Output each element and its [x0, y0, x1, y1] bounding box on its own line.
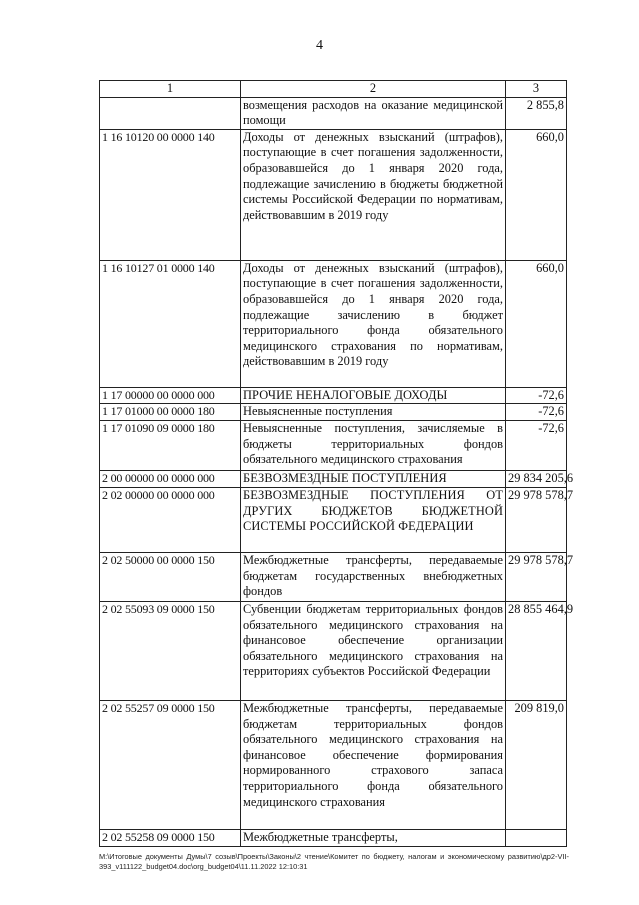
- row-name: Доходы от денежных взысканий (штрафов), поступающие в счет погашения задолженности, образовавшейся до 1 января 2020 года, подлежащие зачислению в бюджеты бюджетной системы Российской Федерации по нормативам, действовавшим в 2019 году: [241, 129, 506, 260]
- table-row: [100, 470, 567, 487]
- row-code: 2 02 50000 00 0000 150: [100, 552, 241, 601]
- row-sum: 660,0: [506, 260, 567, 387]
- row-sum: 2 855,8: [506, 97, 567, 129]
- table-row: [100, 129, 567, 260]
- row-name: Межбюджетные трансферты, передаваемые бюджетам государственных внебюджетных фондов: [241, 552, 506, 601]
- row-sum: 29 834 205,6: [506, 470, 567, 487]
- table-row: [100, 420, 567, 470]
- table-row: [100, 700, 567, 829]
- row-sum: 29 978 578,7: [506, 487, 567, 552]
- row-code: 1 17 01000 00 0000 180: [100, 404, 241, 421]
- header-col-2: 2: [241, 81, 506, 98]
- row-name: Невыясненные поступления: [241, 404, 506, 421]
- header-col-1: 1: [100, 81, 241, 98]
- row-code: 2 02 55093 09 0000 150: [100, 601, 241, 700]
- row-name: ПРОЧИЕ НЕНАЛОГОВЫЕ ДОХОДЫ: [241, 387, 506, 404]
- table-row: [100, 260, 567, 387]
- row-code: 2 02 55258 09 0000 150: [100, 829, 241, 846]
- document-footer-path: M:\Итоговые документы Думы\7 созыв\Проекты\Законы\2 чтение\Комитет по бюджету, налогам и экономическому развитию\др2-VII-393_v111122_budget04.doc\org_budget04\11.11.2022 12:10:31: [99, 852, 569, 871]
- table-row: [100, 829, 567, 846]
- table-header-row: [100, 81, 567, 98]
- table-row: [100, 404, 567, 421]
- row-code: 1 17 01090 09 0000 180: [100, 420, 241, 470]
- row-sum: -72,6: [506, 420, 567, 470]
- row-sum: 209 819,0: [506, 700, 567, 829]
- row-code: 2 02 00000 00 0000 000: [100, 487, 241, 552]
- row-code: [100, 97, 241, 129]
- row-name: Доходы от денежных взысканий (штрафов), поступающие в счет погашения задолженности, образовавшейся до 1 января 2020 года, подлежащие зачислению в бюджет территориального фонда обязательного медицинского страхования по нормативам, действовавшим в 2019 году: [241, 260, 506, 387]
- row-name: Субвенции бюджетам территориальных фондов обязательного медицинского страхования на финансовое обеспечение организации обязательного медицинского страхования на территориях субъектов Российской Федерации: [241, 601, 506, 700]
- row-code: 1 16 10127 01 0000 140: [100, 260, 241, 387]
- row-code: 2 02 55257 09 0000 150: [100, 700, 241, 829]
- header-col-3: 3: [506, 81, 567, 98]
- table-row: [100, 487, 567, 552]
- page-number: 4: [316, 38, 323, 53]
- row-name: БЕЗВОЗМЕЗДНЫЕ ПОСТУПЛЕНИЯ: [241, 470, 506, 487]
- row-sum: [506, 829, 567, 846]
- row-name: Межбюджетные трансферты, передаваемые бюджетам территориальных фондов обязательного медицинского страхования на финансовое обеспечение формирования нормированного страхового запаса территориального фонда обязательного медицинского страхования: [241, 700, 506, 829]
- row-name: Межбюджетные трансферты,: [241, 829, 506, 846]
- row-name: Невыясненные поступления, зачисляемые в бюджеты территориальных фондов обязательного медицинского страхования: [241, 420, 506, 470]
- table-row: [100, 387, 567, 404]
- table-row: [100, 97, 567, 129]
- row-code: 2 00 00000 00 0000 000: [100, 470, 241, 487]
- row-code: 1 17 00000 00 0000 000: [100, 387, 241, 404]
- row-sum: -72,6: [506, 404, 567, 421]
- row-name: БЕЗВОЗМЕЗДНЫЕ ПОСТУПЛЕНИЯ ОТ ДРУГИХ БЮДЖЕТОВ БЮДЖЕТНОЙ СИСТЕМЫ РОССИЙСКОЙ ФЕДЕРАЦИИ: [241, 487, 506, 552]
- row-sum: 660,0: [506, 129, 567, 260]
- revenue-table: [99, 80, 574, 847]
- row-sum: 29 978 578,7: [506, 552, 567, 601]
- table-row: [100, 601, 567, 700]
- table-row: [100, 552, 567, 601]
- row-name: возмещения расходов на оказание медицинской помощи: [241, 97, 506, 129]
- row-sum: -72,6: [506, 387, 567, 404]
- row-code: 1 16 10120 00 0000 140: [100, 129, 241, 260]
- row-sum: 28 855 464,9: [506, 601, 567, 700]
